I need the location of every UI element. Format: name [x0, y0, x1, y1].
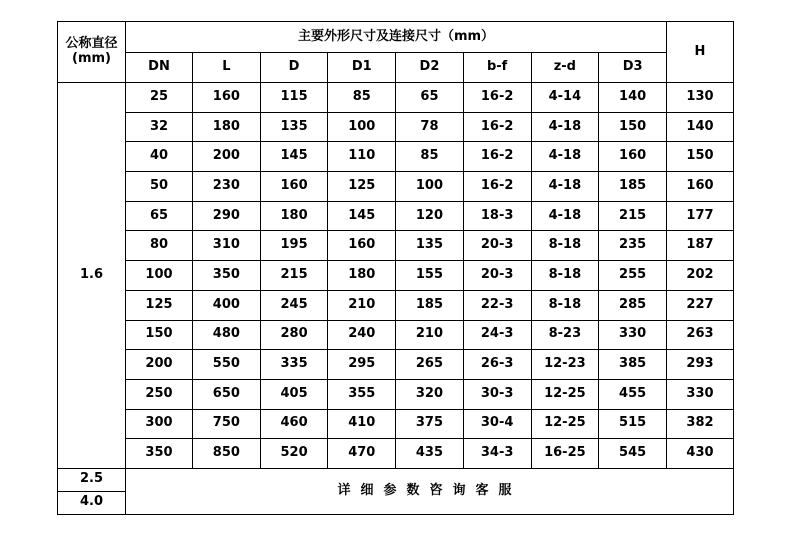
column-header: L [193, 53, 261, 83]
pressure-rating-cell: 1.6 [58, 83, 126, 469]
spec-table [57, 21, 734, 515]
table-cell: 293 [667, 350, 734, 380]
table-row [58, 83, 734, 113]
table-cell: 335 [260, 350, 328, 380]
table-cell: 650 [193, 379, 261, 409]
column-header: D [260, 53, 328, 83]
table-cell: 375 [396, 409, 464, 439]
table-cell: 385 [599, 350, 667, 380]
table-cell: 200 [126, 350, 193, 380]
table-cell: 290 [193, 201, 261, 231]
table-cell: 100 [396, 172, 464, 202]
table-cell: 4-18 [531, 201, 599, 231]
table-cell: 350 [126, 439, 193, 469]
table-cell: 240 [328, 320, 396, 350]
table-cell: 4-18 [531, 172, 599, 202]
table-cell: 455 [599, 379, 667, 409]
table-row [58, 172, 734, 202]
table-row [58, 112, 734, 142]
table-row [58, 201, 734, 231]
table-cell: 130 [667, 83, 734, 113]
column-header: b-f [463, 53, 531, 83]
table-cell: 235 [599, 231, 667, 261]
table-cell: 16-25 [531, 439, 599, 469]
table-cell: 12-25 [531, 409, 599, 439]
table-cell: 285 [599, 290, 667, 320]
column-header: D1 [328, 53, 396, 83]
table-cell: 22-3 [463, 290, 531, 320]
nominal-label-line1: 公称直径 [65, 36, 118, 52]
table-cell: 263 [667, 320, 734, 350]
table-cell: 12-25 [531, 379, 599, 409]
table-cell: 545 [599, 439, 667, 469]
table-cell: 78 [396, 112, 464, 142]
column-header: D2 [396, 53, 464, 83]
dimension-group-header: 主要外形尺寸及连接尺寸（mm） [126, 22, 667, 53]
table-cell: 180 [328, 261, 396, 291]
table-cell: 400 [193, 290, 261, 320]
table-cell: 185 [396, 290, 464, 320]
table-cell: 215 [260, 261, 328, 291]
table-cell: 100 [126, 261, 193, 291]
table-cell: 300 [126, 409, 193, 439]
table-cell: 515 [599, 409, 667, 439]
table-cell: 16-2 [463, 112, 531, 142]
table-cell: 750 [193, 409, 261, 439]
table-cell: 125 [328, 172, 396, 202]
table-cell: 24-3 [463, 320, 531, 350]
table-cell: 160 [599, 142, 667, 172]
table-cell: 25 [126, 83, 193, 113]
table-cell: 30-4 [463, 409, 531, 439]
table-row [58, 409, 734, 439]
table-cell: 200 [193, 142, 261, 172]
table-cell: 210 [396, 320, 464, 350]
table-cell: 140 [599, 83, 667, 113]
table-row [58, 439, 734, 469]
table-cell: 150 [667, 142, 734, 172]
table-cell: 435 [396, 439, 464, 469]
table-row [58, 350, 734, 380]
nominal-diameter-header [58, 22, 126, 83]
column-header: D3 [599, 53, 667, 83]
pressure-rating-cell: 4.0 [58, 491, 126, 514]
table-cell: 85 [328, 83, 396, 113]
table-cell: 410 [328, 409, 396, 439]
table-cell: 135 [396, 231, 464, 261]
footer-row-1 [58, 468, 734, 491]
table-cell: 185 [599, 172, 667, 202]
table-cell: 16-2 [463, 83, 531, 113]
table-cell: 85 [396, 142, 464, 172]
table-cell: 4-14 [531, 83, 599, 113]
table-cell: 8-18 [531, 261, 599, 291]
table-cell: 12-23 [531, 350, 599, 380]
table-cell: 265 [396, 350, 464, 380]
table-cell: 30-3 [463, 379, 531, 409]
table-cell: 470 [328, 439, 396, 469]
table-cell: 210 [328, 290, 396, 320]
table-cell: 115 [260, 83, 328, 113]
table-cell: 330 [599, 320, 667, 350]
table-cell: 80 [126, 231, 193, 261]
table-cell: 65 [126, 201, 193, 231]
table-cell: 135 [260, 112, 328, 142]
table-cell: 20-3 [463, 231, 531, 261]
table-cell: 26-3 [463, 350, 531, 380]
pressure-rating-cell: 2.5 [58, 468, 126, 491]
table-row [58, 379, 734, 409]
table-cell: 8-18 [531, 290, 599, 320]
table-row [58, 290, 734, 320]
table-cell: 330 [667, 379, 734, 409]
table-cell: 295 [328, 350, 396, 380]
table-row [58, 142, 734, 172]
table-cell: 125 [126, 290, 193, 320]
table-cell: 50 [126, 172, 193, 202]
table-cell: 40 [126, 142, 193, 172]
table-cell: 34-3 [463, 439, 531, 469]
table-cell: 100 [328, 112, 396, 142]
table-cell: 8-18 [531, 231, 599, 261]
column-header: DN [126, 53, 193, 83]
table-cell: 850 [193, 439, 261, 469]
table-cell: 180 [260, 201, 328, 231]
table-cell: 430 [667, 439, 734, 469]
table-cell: 160 [328, 231, 396, 261]
table-row [58, 320, 734, 350]
table-cell: 145 [260, 142, 328, 172]
table-cell: 160 [667, 172, 734, 202]
table-cell: 32 [126, 112, 193, 142]
header-row-2 [58, 53, 734, 83]
table-cell: 150 [599, 112, 667, 142]
header-row-1 [58, 22, 734, 53]
table-cell: 18-3 [463, 201, 531, 231]
table-cell: 195 [260, 231, 328, 261]
table-cell: 16-2 [463, 142, 531, 172]
table-cell: 202 [667, 261, 734, 291]
table-cell: 250 [126, 379, 193, 409]
h-column-header: H [667, 22, 734, 83]
table-cell: 215 [599, 201, 667, 231]
table-row [58, 261, 734, 291]
table-cell: 320 [396, 379, 464, 409]
table-cell: 8-23 [531, 320, 599, 350]
table-cell: 160 [260, 172, 328, 202]
table-cell: 350 [193, 261, 261, 291]
table-cell: 110 [328, 142, 396, 172]
table-cell: 20-3 [463, 261, 531, 291]
column-header: z-d [531, 53, 599, 83]
table-cell: 227 [667, 290, 734, 320]
table-cell: 160 [193, 83, 261, 113]
table-cell: 187 [667, 231, 734, 261]
table-cell: 460 [260, 409, 328, 439]
table-cell: 140 [667, 112, 734, 142]
contact-service-note: 详细参数咨询客服 [126, 468, 734, 514]
table-cell: 245 [260, 290, 328, 320]
table-row [58, 231, 734, 261]
table-cell: 480 [193, 320, 261, 350]
table-cell: 180 [193, 112, 261, 142]
table-cell: 280 [260, 320, 328, 350]
table-cell: 155 [396, 261, 464, 291]
table-cell: 4-18 [531, 142, 599, 172]
table-cell: 382 [667, 409, 734, 439]
table-cell: 177 [667, 201, 734, 231]
table-cell: 120 [396, 201, 464, 231]
table-cell: 355 [328, 379, 396, 409]
table-cell: 310 [193, 231, 261, 261]
table-cell: 65 [396, 83, 464, 113]
table-cell: 550 [193, 350, 261, 380]
table-cell: 4-18 [531, 112, 599, 142]
table-cell: 255 [599, 261, 667, 291]
table-cell: 520 [260, 439, 328, 469]
table-cell: 405 [260, 379, 328, 409]
table-cell: 16-2 [463, 172, 531, 202]
table-cell: 150 [126, 320, 193, 350]
table-cell: 230 [193, 172, 261, 202]
table-cell: 145 [328, 201, 396, 231]
nominal-label-line2: (mm) [72, 51, 111, 66]
